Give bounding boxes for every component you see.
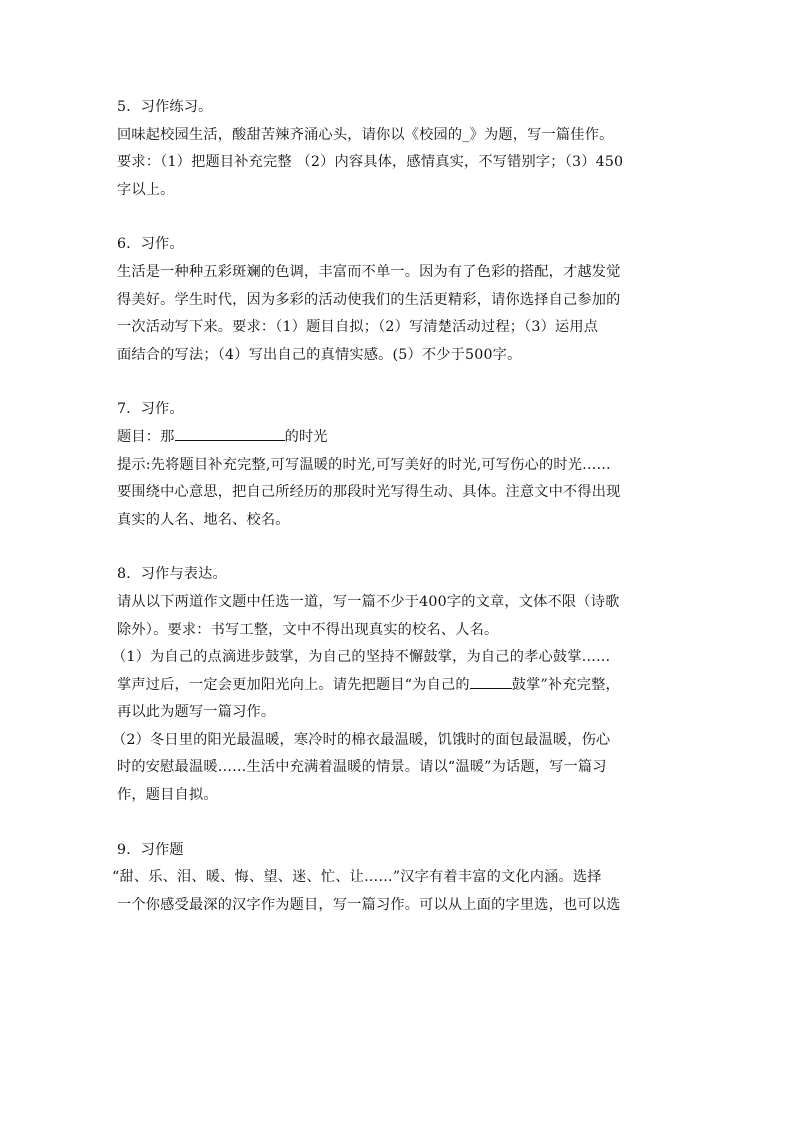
fill-in-blank — [175, 425, 285, 441]
section-heading: 8．习作与表达。 — [117, 566, 227, 583]
paragraph-line: 一个你感受最深的汉字作为题目，写一篇习作。可以从上面的字里选，也可以选 — [117, 896, 621, 913]
paragraph-line: 真实的人名、地名、校名。 — [117, 511, 290, 528]
paragraph-line: 提示:先将题目补充完整,可写温暖的时光,可写美好的时光,可写伤心的时光…… — [117, 456, 611, 473]
paragraph-line: 要求：（1）把题目补充完整 （2）内容具体，感情真实，不写错别字；（3）450 — [117, 154, 624, 171]
section-6 — [117, 231, 679, 369]
document-page — [112, 94, 679, 946]
title-suffix: 的时光 — [284, 428, 328, 445]
section-5 — [117, 94, 679, 204]
paragraph-line: 要围绕中心意思，把自己所经历的那段时光写得生动、具体。注意文中不得出现 — [117, 484, 621, 501]
section-8 — [112, 561, 679, 809]
section-heading: 6．习作。 — [117, 236, 184, 253]
section-9 — [112, 837, 679, 920]
blank-prefix: 掌声过后，一定会更加阳光向上。请先把题目“为自己的 — [117, 676, 470, 693]
blank-suffix: 鼓掌”补充完整， — [511, 676, 620, 693]
paragraph-line: 得美好。学生时代，因为多彩的活动使我们的生活更精彩，请你选择自己参加的 — [117, 291, 621, 308]
fill-in-blank — [470, 673, 512, 689]
paragraph-line: 请从以下两道作文题中任选一道，写一篇不少于400字的文章，文体不限（诗歌 — [117, 593, 620, 610]
title-prefix: 题目：那 — [117, 428, 175, 445]
paragraph-line: 生活是一种种五彩斑斓的色调，丰富而不单一。因为有了色彩的搭配，才越发觉 — [117, 263, 621, 280]
paragraph-line: 面结合的写法；（4）写出自己的真情实感。(5）不少于500字。 — [117, 346, 522, 363]
paragraph-line: （1）为自己的点滴进步鼓掌，为自己的坚持不懈鼓掌，为自己的孝心鼓掌…… — [112, 649, 611, 666]
section-heading: 7．习作。 — [117, 401, 184, 418]
title-line — [117, 424, 679, 452]
paragraph-line: 回味起校园生活，酸甜苦辣齐涌心头，请你以《校园的_》为题，写一篇佳作。 — [117, 126, 614, 143]
paragraph-line: “甜、乐、泪、暖、悔、望、迷、忙、让……”汉字有着丰富的文化内涵。选择 — [112, 869, 602, 886]
section-heading: 9．习作题 — [117, 841, 184, 858]
paragraph-line: 作，题目自拟。 — [117, 787, 218, 804]
paragraph-line: 除外）。要求：书写工整，文中不得出现真实的校名、人名。 — [117, 621, 499, 638]
paragraph-line: 一次活动写下来。要求：（1）题目自拟；（2）写清楚活动过程；（3）运用点 — [117, 319, 599, 336]
paragraph-line — [117, 672, 679, 700]
section-heading: 5．习作练习。 — [117, 99, 213, 115]
paragraph-line: 时的安慰最温暖……生活中充满着温暖的情景。请以“温暖”为话题，写一篇习 — [117, 759, 607, 776]
paragraph-line: （2）冬日里的阳光最温暖，寒冷时的棉衣最温暖，饥饿时的面包最温暖，伤心 — [112, 731, 611, 748]
section-7 — [117, 396, 679, 534]
paragraph-line: 字以上。 — [117, 181, 175, 198]
paragraph-line: 再以此为题写一篇习作。 — [117, 704, 276, 721]
